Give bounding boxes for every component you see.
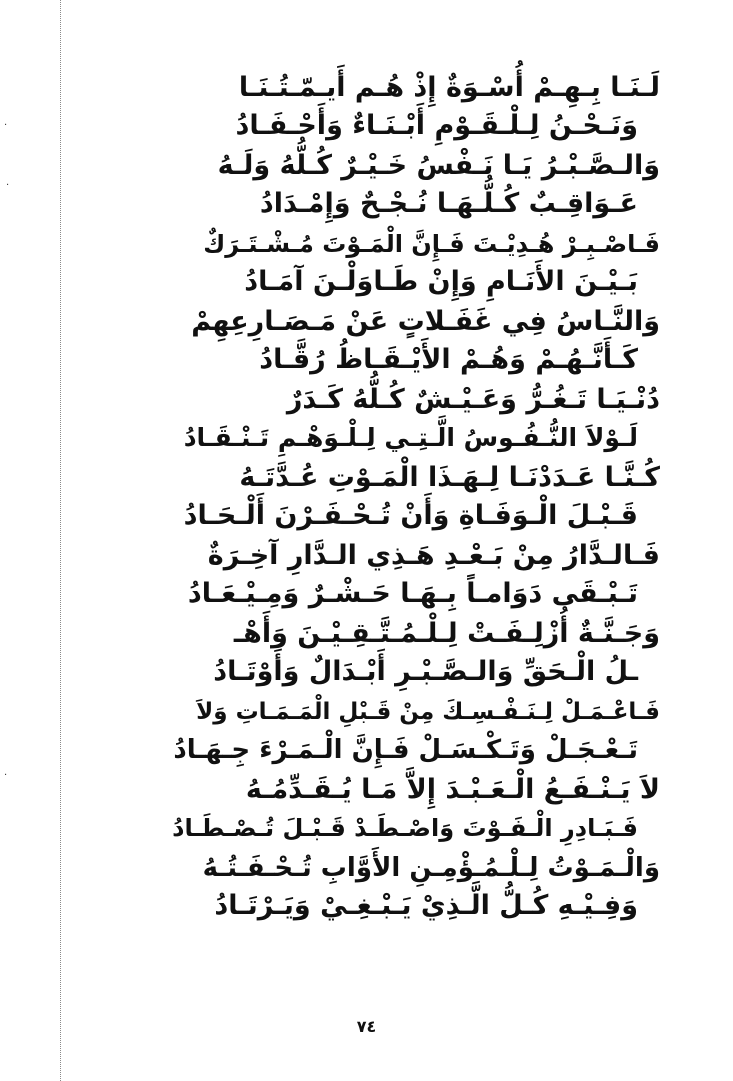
verse-first-hemistich: وَالنَّـاسُ فِي غَفَـلاتٍ عَنْ مَـصَـارِعِهِمْ bbox=[191, 306, 660, 337]
poem-verse bbox=[150, 60, 680, 141]
verse-second-hemistich: تَـبْـقَى دَوَامـاً بِـهَـا حَـشْـرٌ وَمِـيْـعَـادُ bbox=[187, 578, 638, 609]
verse-second-hemistich: قَـبْـلَ الْـوَفَـاةِ وَأَنْ تُـحْـفَـرْنَ أَلْـحَـادُ bbox=[183, 500, 638, 531]
verse-first-hemistich: وَالـصَّـبْـرُ يَـا نَـفْسُ خَـيْـرٌ كُـلُّهُ وَلَـهُ bbox=[217, 150, 660, 181]
verse-second-hemistich: لَـوْلاَ النُّـفُـوسُ الَّـتِـي لِـلْـوَهْـمِ تَـنْـقَـادُ bbox=[183, 423, 638, 452]
verse-second-hemistich: كَـأَنَّـهُـمْ وَهُـمْ الأَيْـقَـاظُ رُقَّـادُ bbox=[259, 344, 638, 375]
edge-speck: · bbox=[6, 180, 10, 191]
verse-first-hemistich: فَـاصْـبِـرْ هُـدِيْـتَ فَـإِنَّ الْمَـوْتَ مُـشْـتَـرَكٌ bbox=[203, 230, 660, 258]
verse-second-hemistich: فَـبَـادِرِ الْـفَـوْتَ وَاصْـطَـدْ قَـبْـلَ تُـصْـطَـادُ bbox=[172, 814, 638, 842]
verse-first-hemistich: فَـاعْـمَـلْ لِـنَـفْـسِـكَ مِنْ قَـبْلِ الْمَـمَـاتِ وَلاَ bbox=[196, 699, 660, 725]
poem-verse bbox=[150, 528, 680, 609]
poem-verse bbox=[150, 216, 680, 297]
verse-first-hemistich: دُنْـيَـا تَـغُـرُّ وَعَـيْـشٌ كُـلُّهُ كَـدَرٌ bbox=[286, 384, 660, 415]
poem-verse bbox=[150, 294, 680, 375]
verse-second-hemistich: عَـوَاقِـبٌ كُـلُّـهَـا نُـجْـحٌ وَإِمْـدَادُ bbox=[259, 188, 638, 219]
verse-second-hemistich: وَفِـيْـهِ كُـلُّ الَّـذِيْ يَـبْـغِـيْ وَيَـرْتَـادُ bbox=[214, 890, 638, 921]
verse-first-hemistich: لَـنَـا بِـهِـمْ أُسْـوَةٌ إِذْ هُـم أَيـمّـتُـنَـا bbox=[238, 72, 660, 103]
poem-verse bbox=[150, 138, 680, 219]
edge-speck: · bbox=[4, 120, 8, 131]
verse-first-hemistich: كُـنَّـا عَـدَدْنَـا لِـهَـذَا الْمَـوْتِ عُـدَّتَـهُ bbox=[239, 462, 660, 493]
verse-first-hemistich: وَالْـمَـوْتُ لِـلْـمُـؤْمِـنِ الأَوَّابِ تُـحْـفَـتُـهُ bbox=[202, 853, 660, 883]
verse-first-hemistich: لاَ يَـنْـفَـعُ الْـعَـبْـدَ إِلاَّ مَـا يُـقَـدِّمُـهُ bbox=[245, 774, 660, 805]
poem-body bbox=[150, 60, 680, 921]
verse-second-hemistich: وَنَـحْـنُ لِـلْـقَـوْمِ أَبْـنَـاءٌ وَأَحْـفَـادُ bbox=[235, 110, 638, 141]
verse-first-hemistich: وَجَـنَّـةٌ أُزْلِـفَـتْ لِـلْـمُـتَّـقِـيْـنَ وَأَهْـ bbox=[233, 618, 660, 649]
verse-first-hemistich: فَـالـدَّارُ مِنْ بَـعْـدِ هَـذِي الـدَّارِ آخِـرَةٌ bbox=[207, 540, 660, 571]
verse-second-hemistich: تَـعْـجَـلْ وَتَـكْـسَـلْ فَـإِنَّ الْـمَـرْءَ جِـهَـادُ bbox=[173, 735, 638, 765]
poem-verse bbox=[150, 450, 680, 531]
poem-verse bbox=[150, 372, 680, 450]
poem-verse bbox=[150, 762, 680, 840]
poem-verse bbox=[150, 684, 680, 765]
verse-second-hemistich: ـلُ الْـحَقِّ وَالـصَّـبْـرِ أَبْـدَالٌ وَأَوْتَـادُ bbox=[213, 656, 638, 687]
edge-speck: · bbox=[4, 770, 8, 781]
poem-verse bbox=[150, 606, 680, 687]
poem-verse bbox=[150, 840, 680, 921]
verse-second-hemistich: بَـيْـنَ الأَنَـامِ وَإِنْ طَـاوَلْـنَ آمَـادُ bbox=[244, 266, 638, 297]
scan-margin-line bbox=[60, 0, 61, 1081]
page-number: ٧٤ bbox=[356, 1017, 377, 1036]
